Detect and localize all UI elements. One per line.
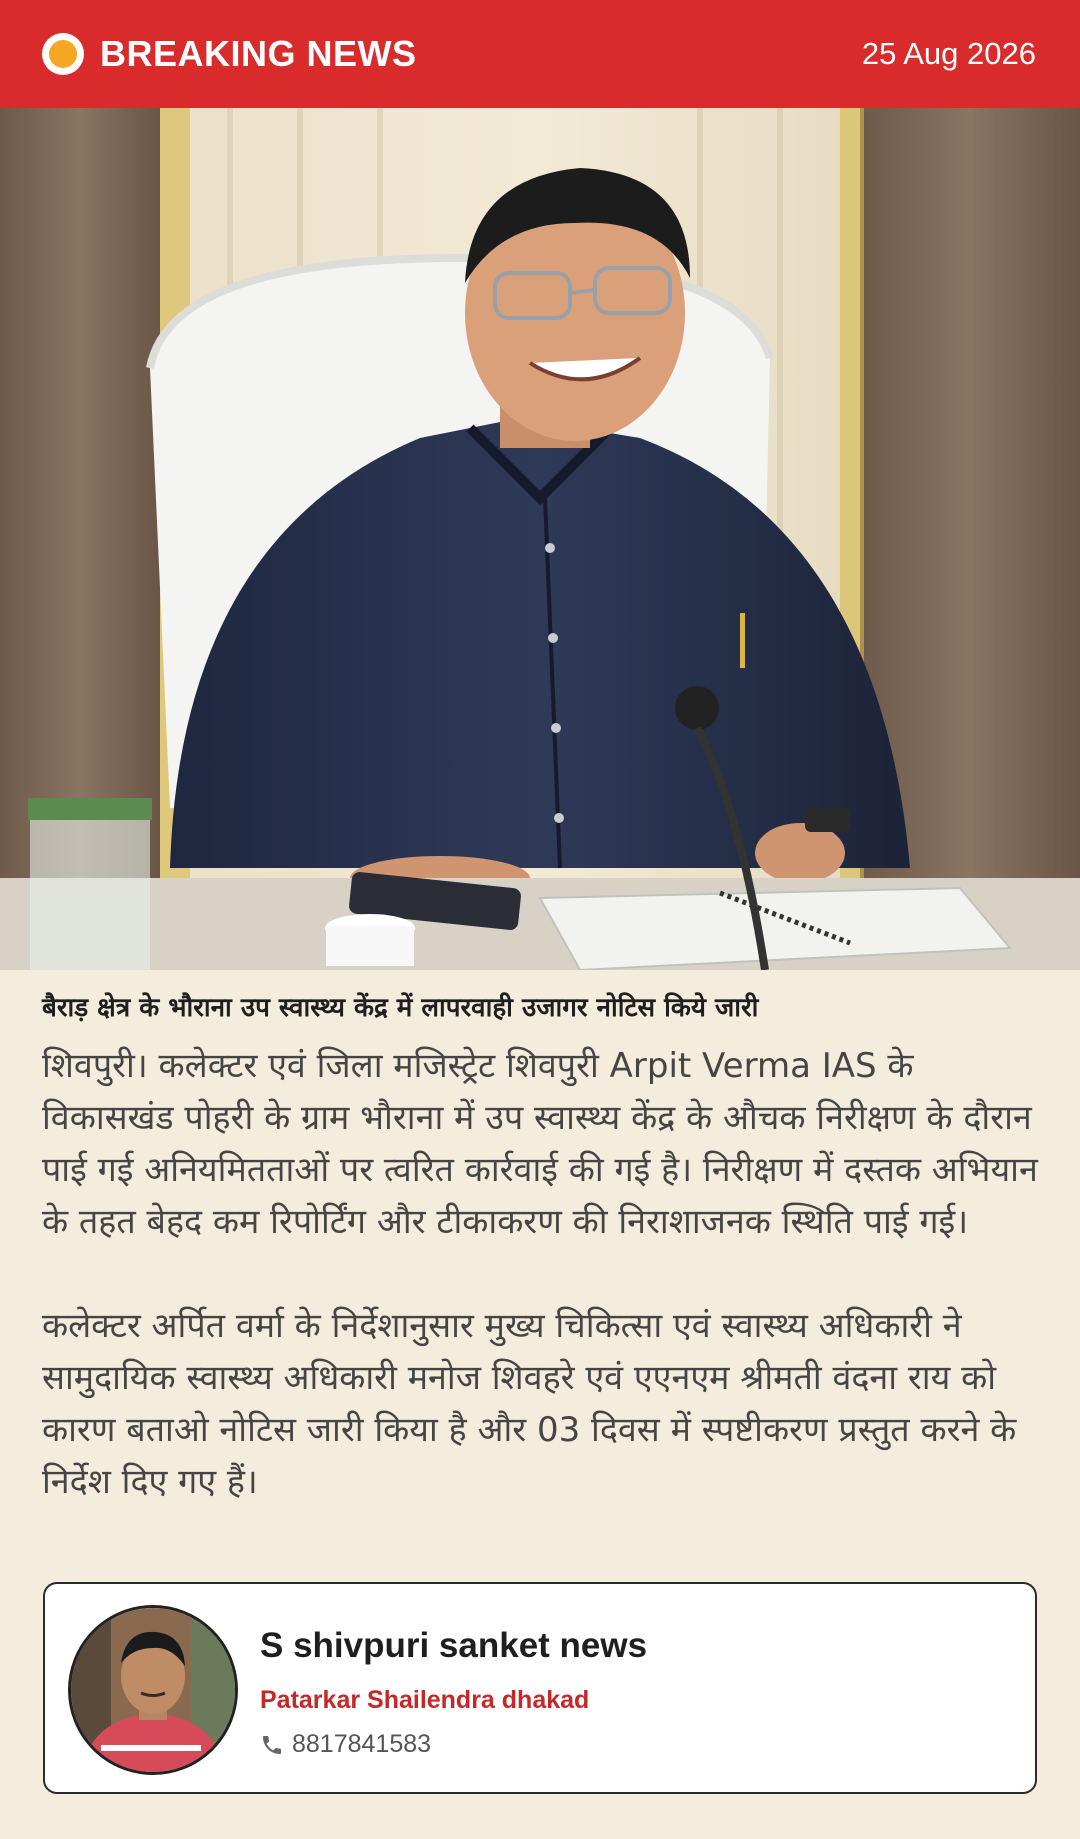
header-left (42, 33, 417, 75)
avatar (68, 1605, 238, 1775)
article-paragraph-2: कलेक्टर अर्पित वर्मा के निर्देशानुसार मुख्य चिकित्सा एवं स्वास्थ्य अधिकारी ने सामुदायिक स्वास्थ्य अधिकारी मनोज शिवहरे एवं एएनएम श्रीमती वंदना राय को कारण बताओ नोटिस जारी किया है और 03 दिवस में स्पष्टीकरण प्रस्तुत करने के निर्देश दिए गए हैं। (42, 1306, 1017, 1502)
live-dot-icon (42, 33, 84, 75)
live-dot-inner (49, 40, 77, 68)
breaking-news-header (0, 0, 1080, 108)
phone-icon (260, 1733, 284, 1757)
author-role: Patarkar Shailendra dhakad (260, 1686, 590, 1714)
article-paragraph-1: शिवपुरी। कलेक्टर एवं जिला मजिस्ट्रेट शिवपुरी Arpit Verma IAS के विकासखंड पोहरी के ग्राम भौराना में उप स्वास्थ्य केंद्र के औचक निरीक्षण के दौरान पाई गई अनियमितताओं पर त्वरित कार्रवाई की गई है। निरीक्षण में दस्तक अभियान के तहत बेहद कम रिपोर्टिंग और टीकाकरण की निराशाजनक स्थिति पाई गई। (42, 1046, 1038, 1242)
news-photo (0, 108, 1080, 970)
avatar-illustration (71, 1608, 235, 1772)
article-headline: बैराड़ क्षेत्र के भौराना उप स्वास्थ्य केंद्र में लापरवाही उजागर नोटिस किये जारी (42, 993, 759, 1023)
author-card (43, 1582, 1037, 1794)
header-title: BREAKING NEWS (100, 33, 417, 74)
news-photo-illustration (0, 108, 1080, 970)
author-phone[interactable] (260, 1730, 431, 1759)
author-name: S shivpuri sanket news (260, 1626, 648, 1665)
author-phone-number: 8817841583 (292, 1730, 432, 1758)
article-body (42, 1040, 1042, 1508)
header-date: 25 Aug 2026 (861, 36, 1036, 71)
